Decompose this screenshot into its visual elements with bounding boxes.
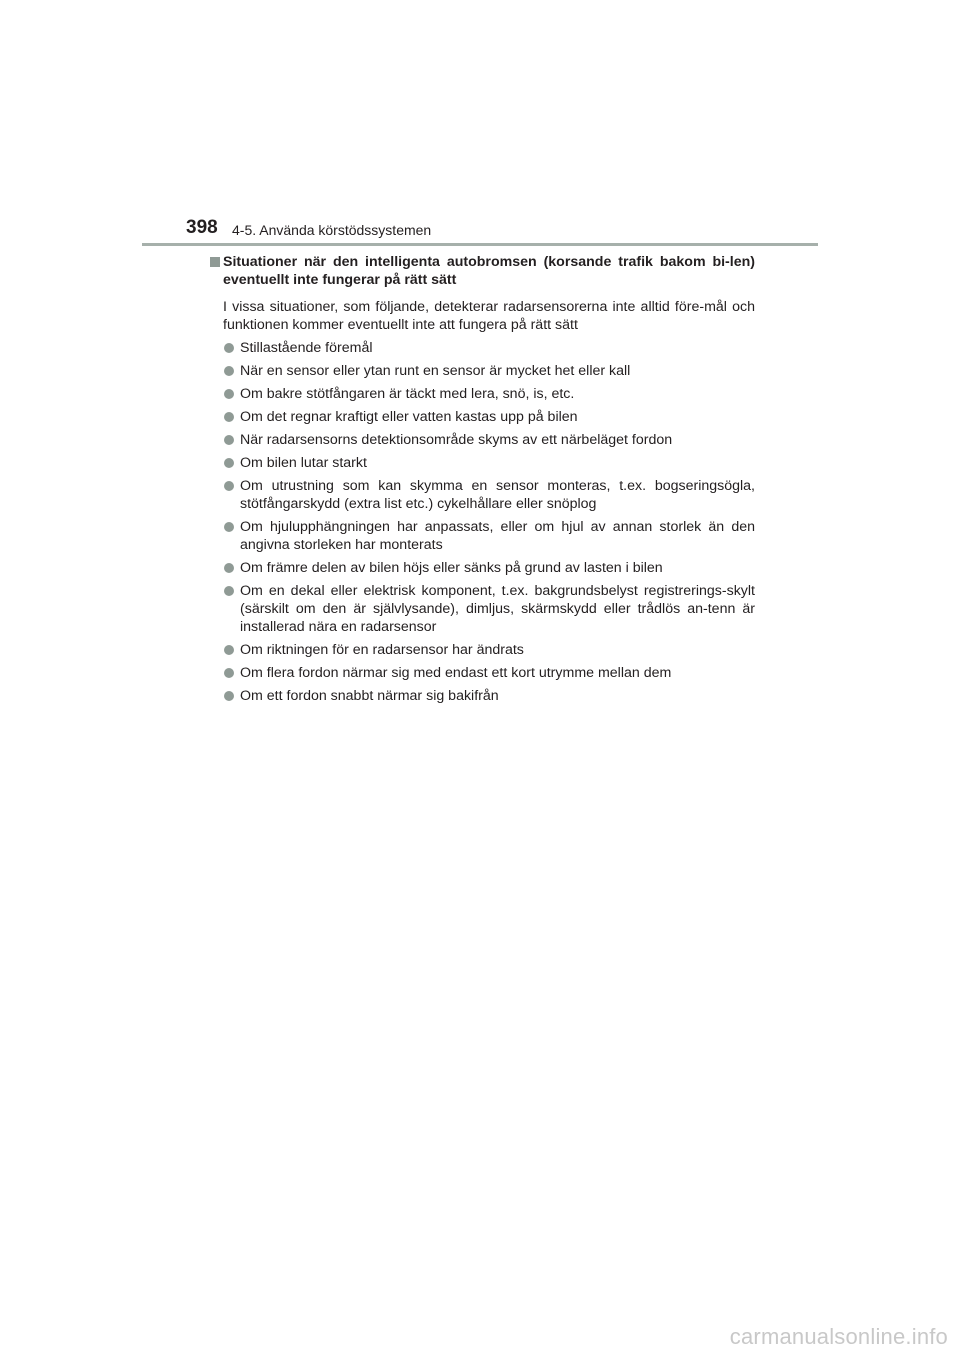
circle-bullet-icon: [224, 586, 234, 596]
watermark: carmanualsonline.info: [729, 1324, 948, 1349]
list-item: [210, 641, 755, 659]
list-item: [210, 477, 755, 513]
circle-bullet-icon: [224, 389, 234, 399]
list-item: [210, 362, 755, 380]
chapter-title: 4-5. Använda körstödssystemen: [232, 222, 432, 238]
list-item-text: När en sensor eller ytan runt en sensor är mycket het eller kall: [240, 363, 631, 379]
list-item-text: Om utrustning som kan skymma en sensor monteras, t.ex. bogseringsögla, stötfångarskydd (extra list etc.) cykelhållare eller snöplog: [240, 478, 755, 512]
circle-bullet-icon: [224, 645, 234, 655]
list-item-text: Stillastående föremål: [240, 340, 373, 356]
list-item-text: Om det regnar kraftigt eller vatten kastas upp på bilen: [240, 409, 578, 425]
section-heading: [210, 253, 755, 289]
list-item: [210, 385, 755, 403]
list-item: [210, 664, 755, 682]
circle-bullet-icon: [224, 668, 234, 678]
content-section: [210, 253, 755, 710]
page-number: 398: [186, 217, 218, 238]
intro-paragraph: I vissa situationer, som följande, detekterar radarsensorerna inte alltid före-mål och funktionen kommer eventuellt inte att fungera på rätt sätt: [223, 299, 755, 333]
circle-bullet-icon: [224, 481, 234, 491]
bullet-list: [210, 339, 755, 705]
list-item-text: Om bilen lutar starkt: [240, 455, 367, 471]
list-item-text: Om främre delen av bilen höjs eller sänks på grund av lasten i bilen: [240, 560, 663, 576]
circle-bullet-icon: [224, 458, 234, 468]
list-item-text: Om ett fordon snabbt närmar sig bakifrån: [240, 688, 499, 704]
list-item-text: Om flera fordon närmar sig med endast ett kort utrymme mellan dem: [240, 665, 672, 681]
list-item: [210, 454, 755, 472]
circle-bullet-icon: [224, 366, 234, 376]
square-bullet-icon: [210, 257, 220, 267]
list-item: [210, 582, 755, 636]
list-item-text: Om bakre stötfångaren är täckt med lera, snö, is, etc.: [240, 386, 575, 402]
circle-bullet-icon: [224, 343, 234, 353]
circle-bullet-icon: [224, 563, 234, 573]
circle-bullet-icon: [224, 522, 234, 532]
list-item: [210, 518, 755, 554]
header-divider: [142, 243, 818, 246]
list-item: [210, 687, 755, 705]
section-heading-text: Situationer när den intelligenta autobromsen (korsande trafik bakom bi-len) eventuellt inte fungerar på rätt sätt: [223, 254, 755, 288]
list-item-text: När radarsensorns detektionsområde skyms av ett närbeläget fordon: [240, 432, 673, 448]
list-item-text: Om hjulupphängningen har anpassats, eller om hjul av annan storlek än den angivna storleken har monterats: [240, 519, 755, 553]
list-item-text: Om riktningen för en radarsensor har ändrats: [240, 642, 524, 658]
list-item: [210, 408, 755, 426]
circle-bullet-icon: [224, 412, 234, 422]
list-item: [210, 559, 755, 577]
circle-bullet-icon: [224, 691, 234, 701]
list-item: [210, 431, 755, 449]
circle-bullet-icon: [224, 435, 234, 445]
list-item-text: Om en dekal eller elektrisk komponent, t.ex. bakgrundsbelyst registrerings-skylt (särskilt om den är självlysande), dimljus, skärmskydd eller trådlös an-tenn är installerad nära en radarsensor: [240, 583, 755, 635]
list-item: [210, 339, 755, 357]
